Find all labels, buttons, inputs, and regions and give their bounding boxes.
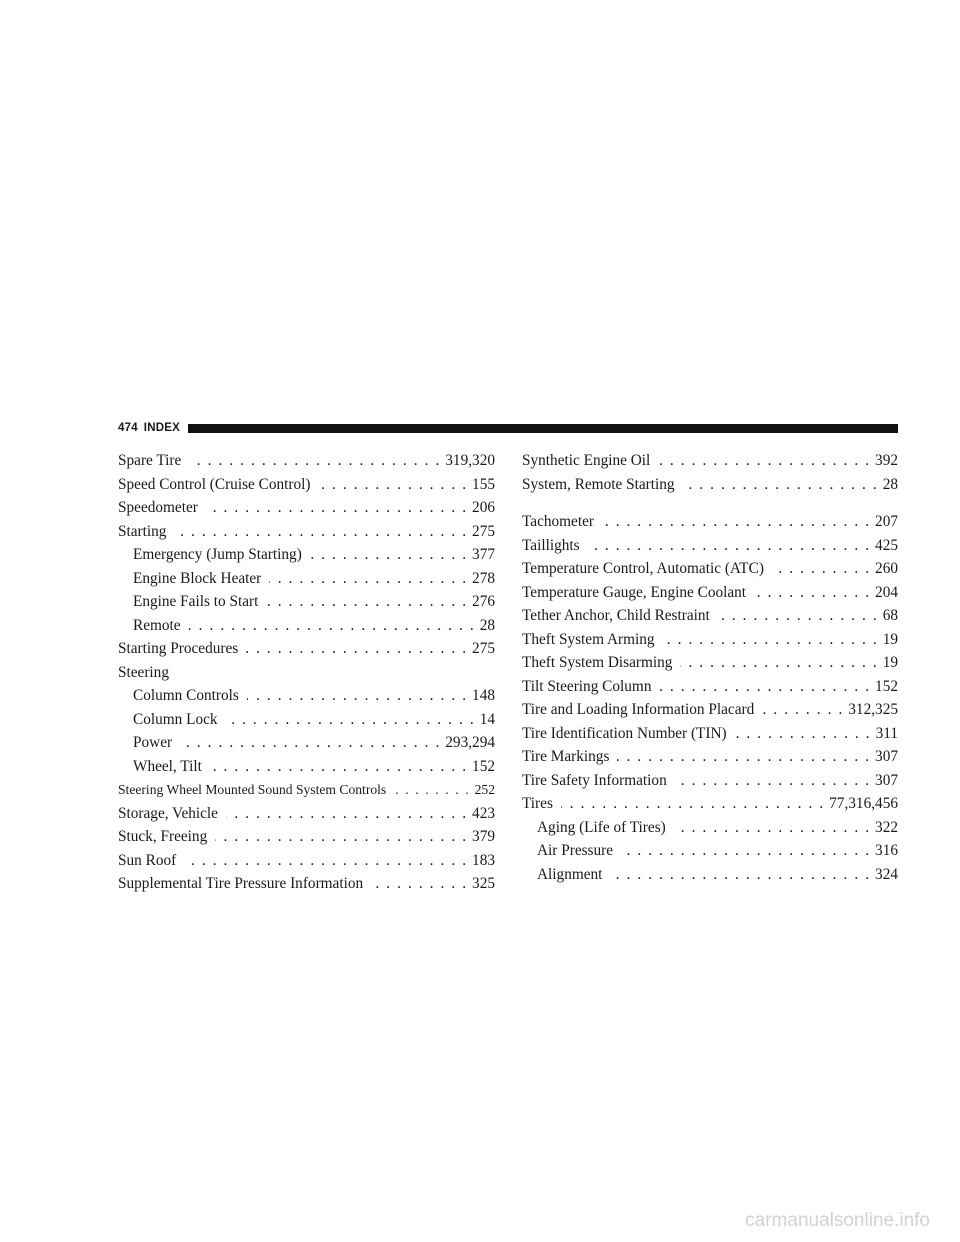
index-term: Speedometer	[118, 499, 198, 516]
index-entry	[522, 628, 898, 652]
page-header	[118, 420, 898, 436]
index-page-ref: 275	[472, 522, 495, 540]
dot-leader	[206, 496, 466, 520]
dot-leader	[189, 449, 439, 473]
index-page-ref: 423	[472, 804, 495, 822]
index-page-ref: 148	[472, 687, 495, 704]
index-page-ref: 68	[882, 607, 898, 624]
index-term: Steering	[118, 663, 169, 681]
index-entry	[522, 534, 898, 558]
index-term: Tires	[522, 795, 553, 812]
index-subentry	[118, 731, 495, 755]
index-page-ref: 28	[882, 475, 898, 493]
dot-leader	[754, 581, 869, 605]
index-page-ref: 278	[472, 569, 495, 587]
index-page-ref: 377	[472, 546, 495, 563]
dot-leader	[184, 849, 466, 873]
index-page-ref: 324	[875, 865, 898, 883]
index-entry	[522, 698, 898, 722]
index-entry	[118, 802, 495, 826]
index-entry	[522, 792, 898, 816]
index-spacer	[522, 496, 898, 510]
index-term: Starting Procedures	[118, 640, 239, 657]
dot-leader	[210, 755, 466, 779]
index-page-ref: 155	[472, 475, 495, 493]
index-page-ref: 312,325	[848, 701, 898, 718]
dot-leader	[659, 675, 869, 699]
index-page-ref: 152	[472, 757, 495, 775]
dot-leader	[226, 802, 466, 826]
index-term: Taillights	[522, 536, 580, 554]
index-entry	[118, 778, 495, 802]
index-entry	[522, 557, 898, 581]
index-page-ref: 307	[875, 748, 898, 765]
index-page-ref: 14	[479, 710, 495, 728]
index-term: Synthetic Engine Oil	[522, 452, 651, 469]
index-subentry	[118, 567, 495, 591]
index-page-ref: 379	[472, 828, 495, 845]
index-entry	[522, 745, 898, 769]
dot-leader	[683, 473, 877, 497]
dot-leader	[269, 567, 466, 591]
index-entry	[118, 661, 495, 685]
index-entry	[118, 449, 495, 473]
dot-leader	[266, 590, 466, 614]
index-page-ref: 206	[472, 499, 495, 516]
index-page-ref: 392	[875, 452, 898, 469]
dot-leader	[310, 543, 466, 567]
index-term: Sun Roof	[118, 851, 177, 869]
index-page-ref: 325	[472, 875, 495, 892]
index-page-ref: 275	[472, 640, 495, 657]
dot-leader	[189, 614, 474, 638]
index-page-ref: 183	[472, 851, 495, 869]
index-term: Tilt Steering Column	[522, 677, 652, 695]
index-page-ref: 293,294	[445, 734, 495, 751]
section-title: INDEX	[143, 422, 180, 434]
index-term: Column Lock	[133, 710, 218, 728]
index-page-ref: 28	[479, 616, 495, 634]
dot-leader	[617, 745, 869, 769]
index-subentry	[522, 816, 898, 840]
dot-leader	[588, 534, 869, 558]
dot-leader	[180, 731, 439, 755]
index-subentry	[118, 590, 495, 614]
index-term: Tether Anchor, Child Restraint	[522, 607, 710, 624]
dot-leader	[621, 839, 869, 863]
index-entry	[522, 510, 898, 534]
index-page-ref: 19	[882, 654, 898, 671]
dot-leader	[561, 792, 823, 816]
index-term: Spare Tire	[118, 452, 182, 469]
dot-leader	[718, 604, 877, 628]
index-page-ref: 252	[474, 782, 495, 797]
index-term: Temperature Control, Automatic (ATC)	[522, 560, 764, 577]
index-subentry	[118, 708, 495, 732]
index-term: Theft System Disarming	[522, 654, 673, 671]
index-page-ref: 204	[875, 583, 898, 601]
index-page-ref: 319,320	[445, 452, 495, 469]
index-entry	[118, 849, 495, 873]
index-entry	[522, 581, 898, 605]
index-entry	[522, 651, 898, 675]
dot-leader	[394, 778, 468, 802]
index-term: Wheel, Tilt	[133, 757, 202, 775]
index-term: Air Pressure	[537, 842, 614, 859]
index-term: Emergency (Jump Starting)	[133, 546, 302, 563]
index-term: Tachometer	[522, 513, 594, 530]
index-entry	[522, 722, 898, 746]
index-entry	[118, 637, 495, 661]
index-entry	[118, 496, 495, 520]
index-subentry	[522, 863, 898, 887]
index-page-ref: 322	[875, 818, 898, 836]
index-term: Speed Control (Cruise Control)	[118, 475, 311, 493]
header-rule	[188, 424, 898, 433]
index-subentry	[118, 755, 495, 779]
index-entry	[118, 473, 495, 497]
index-page-ref: 276	[472, 593, 495, 610]
index-entry	[522, 473, 898, 497]
index-term: Remote	[133, 616, 181, 634]
index-entry	[522, 769, 898, 793]
index-term: Steering Wheel Mounted Sound System Controls	[118, 782, 387, 797]
index-subentry	[522, 839, 898, 863]
dot-leader	[371, 872, 466, 896]
index-term: Supplemental Tire Pressure Information	[118, 875, 364, 892]
index-term: Theft System Arming	[522, 630, 655, 648]
index-term: Storage, Vehicle	[118, 804, 218, 822]
dot-leader	[610, 863, 869, 887]
index-entry	[522, 604, 898, 628]
index-entry	[118, 825, 495, 849]
index-term: Temperature Gauge, Engine Coolant	[522, 583, 747, 601]
index-term: System, Remote Starting	[522, 475, 675, 493]
index-term: Stuck, Freeing	[118, 828, 208, 845]
index-term: Column Controls	[133, 687, 239, 704]
index-page-ref: 307	[875, 771, 898, 789]
index-term: Tire Identification Number (TIN)	[522, 724, 727, 742]
index-page-ref: 311	[875, 724, 898, 742]
index-term: Tire Safety Information	[522, 771, 667, 789]
index-page-ref: 77,316,456	[829, 795, 898, 812]
dot-leader	[680, 651, 876, 675]
index-column-right	[522, 449, 898, 886]
index-page-ref: 316	[875, 842, 898, 859]
index-term: Alignment	[537, 865, 603, 883]
dot-leader	[674, 816, 869, 840]
dot-leader	[318, 473, 466, 497]
index-term: Tire and Loading Information Placard	[522, 701, 755, 718]
dot-leader	[246, 637, 466, 661]
watermark: carmanualsonline.info	[745, 1210, 930, 1231]
dot-leader	[762, 698, 842, 722]
index-subentry	[118, 684, 495, 708]
dot-leader	[174, 520, 466, 544]
index-entry	[522, 449, 898, 473]
index-entry	[522, 675, 898, 699]
dot-leader	[226, 708, 474, 732]
index-subentry	[118, 614, 495, 638]
dot-leader	[247, 684, 466, 708]
index-term: Engine Block Heater	[133, 569, 262, 587]
index-entry	[118, 872, 495, 896]
index-entry	[118, 520, 495, 544]
page-number: 474	[118, 422, 138, 434]
index-subentry	[118, 543, 495, 567]
index-page-ref: 425	[875, 536, 898, 554]
index-term: Starting	[118, 522, 167, 540]
dot-leader	[658, 449, 869, 473]
dot-leader	[675, 769, 869, 793]
index-term: Aging (Life of Tires)	[537, 818, 666, 836]
index-term: Tire Markings	[522, 748, 610, 765]
dot-leader	[602, 510, 869, 534]
dot-leader	[663, 628, 877, 652]
index-page-ref: 152	[875, 677, 898, 695]
index-page-ref: 207	[875, 513, 898, 530]
index-column-left	[118, 449, 495, 896]
index-term: Power	[133, 734, 173, 751]
index-page-ref: 260	[875, 560, 898, 577]
index-term: Engine Fails to Start	[133, 593, 259, 610]
dot-leader	[772, 557, 869, 581]
dot-leader	[735, 722, 870, 746]
index-page-ref: 19	[882, 630, 898, 648]
dot-leader	[215, 825, 466, 849]
